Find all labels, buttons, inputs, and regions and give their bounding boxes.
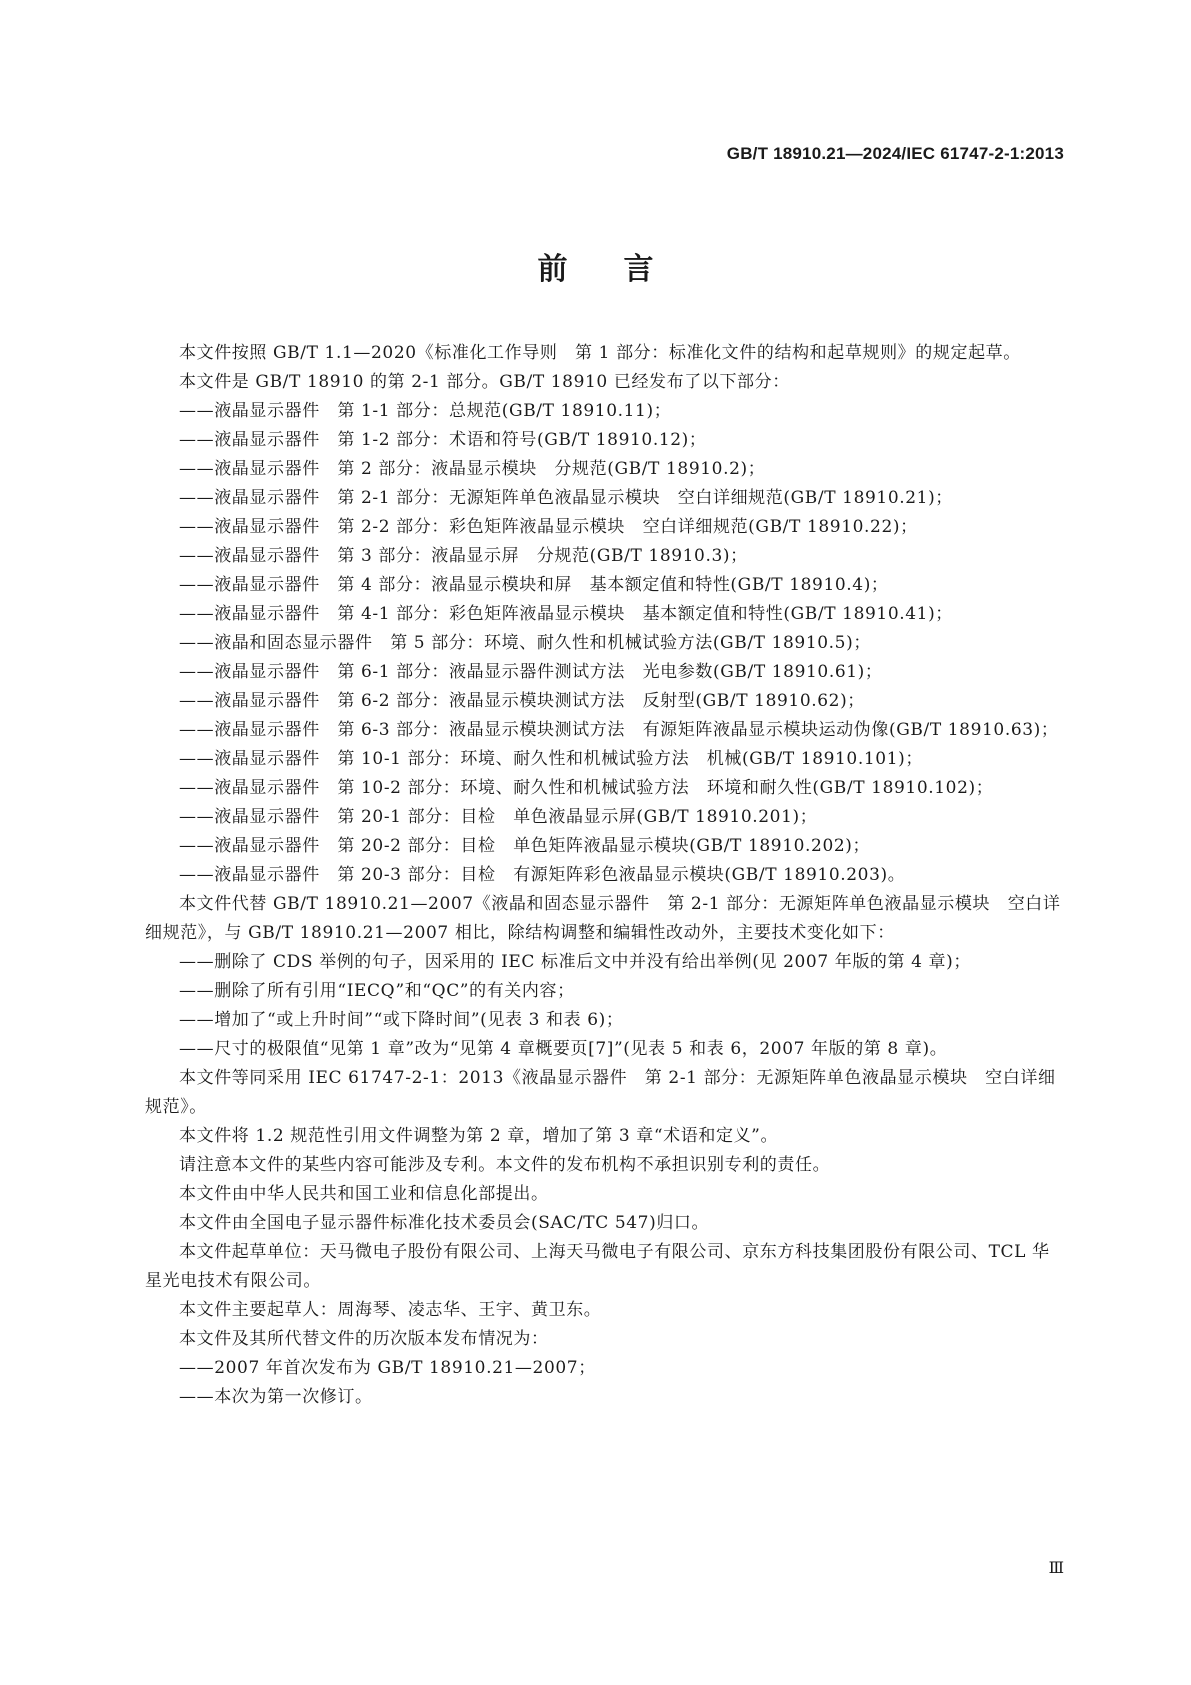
foreword-body xyxy=(145,339,1067,1412)
list-item: ——2007 年首次发布为 GB/T 18910.21—2007； xyxy=(179,1358,596,1378)
list-item: ——液晶显示器件 第 20-3 部分：目检 有源矩阵彩色液晶显示模块(GB/T 18910.203)。 xyxy=(179,865,906,885)
page-number: Ⅲ xyxy=(1048,1558,1064,1577)
list-item: ——液晶显示器件 第 1-2 部分：术语和符号(GB/T 18910.12)； xyxy=(179,430,707,450)
list-item: ——液晶显示器件 第 4 部分：液晶显示模块和屏 基本额定值和特性(GB/T 18910.4)； xyxy=(179,575,889,595)
paragraph: 本文件代替 GB/T 18910.21—2007《液晶和固态显示器件 第 2-1 部分：无源矩阵单色液晶显示模块 空白详细规范》，与 GB/T 18910.21—2007 相比，除结构调整和编辑性改动外，主要技术变化如下： xyxy=(145,894,1061,943)
list-item: ——液晶显示器件 第 2-1 部分：无源矩阵单色液晶显示模块 空白详细规范(GB/T 18910.21)； xyxy=(179,488,953,508)
list-item: ——删除了 CDS 举例的句子，因采用的 IEC 标准后文中并没有给出举例(见 2007 年版的第 4 章)； xyxy=(179,952,971,972)
list-item: ——液晶显示器件 第 3 部分：液晶显示屏 分规范(GB/T 18910.3)； xyxy=(179,546,748,566)
paragraph: 本文件主要起草人：周海琴、凌志华、王宇、黄卫东。 xyxy=(179,1300,602,1320)
paragraph: 本文件等同采用 IEC 61747-2-1：2013《液晶显示器件 第 2-1 部分：无源矩阵单色液晶显示模块 空白详细规范》。 xyxy=(145,1068,1056,1117)
page-title: 前言 xyxy=(537,252,710,287)
paragraph: 本文件起草单位：天马微电子股份有限公司、上海天马微电子有限公司、京东方科技集团股份有限公司、TCL 华星光电技术有限公司。 xyxy=(145,1242,1050,1291)
paragraph: 请注意本文件的某些内容可能涉及专利。本文件的发布机构不承担识别专利的责任。 xyxy=(179,1155,831,1175)
list-item: ——液晶显示器件 第 4-1 部分：彩色矩阵液晶显示模块 基本额定值和特性(GB/T 18910.41)； xyxy=(179,604,953,624)
paragraph: 本文件按照 GB/T 1.1—2020《标准化工作导则 第 1 部分：标准化文件的结构和起草规则》的规定起草。 xyxy=(179,343,1021,363)
list-item: ——液晶显示器件 第 10-1 部分：环境、耐久性和机械试验方法 机械(GB/T 18910.101)； xyxy=(179,749,923,769)
list-item: ——本次为第一次修订。 xyxy=(179,1387,373,1407)
standard-code: GB/T 18910.21—2024/IEC 61747-2-1:2013 xyxy=(726,144,1064,163)
list-item: ——增加了“或上升时间”“或下降时间”(见表 3 和表 6)； xyxy=(179,1010,624,1030)
list-item: ——删除了所有引用“IECQ”和“QC”的有关内容； xyxy=(179,981,575,1001)
list-item: ——液晶显示器件 第 2-2 部分：彩色矩阵液晶显示模块 空白详细规范(GB/T 18910.22)； xyxy=(179,517,918,537)
paragraph: 本文件是 GB/T 18910 的第 2-1 部分。GB/T 18910 已经发布了以下部分： xyxy=(179,372,790,392)
paragraph: 本文件将 1.2 规范性引用文件调整为第 2 章，增加了第 3 章“术语和定义”。 xyxy=(179,1126,779,1146)
list-item: ——液晶显示器件 第 2 部分：液晶显示模块 分规范(GB/T 18910.2)； xyxy=(179,459,766,479)
paragraph: 本文件及其所代替文件的历次版本发布情况为： xyxy=(179,1329,549,1349)
list-item: ——尺寸的极限值“见第 1 章”改为“见第 4 章概要页[7]”(见表 5 和表 6，2007 年版的第 8 章)。 xyxy=(179,1039,948,1059)
list-item: ——液晶显示器件 第 6-1 部分：液晶显示器件测试方法 光电参数(GB/T 18910.61)； xyxy=(179,662,883,682)
list-item: ——液晶和固态显示器件 第 5 部分：环境、耐久性和机械试验方法(GB/T 18910.5)； xyxy=(179,633,871,653)
list-item: ——液晶显示器件 第 1-1 部分：总规范(GB/T 18910.11)； xyxy=(179,401,672,421)
list-item: ——液晶显示器件 第 10-2 部分：环境、耐久性和机械试验方法 环境和耐久性(GB/T 18910.102)； xyxy=(179,778,994,798)
paragraph: 本文件由中华人民共和国工业和信息化部提出。 xyxy=(179,1184,549,1204)
list-item: ——液晶显示器件 第 20-1 部分：目检 单色液晶显示屏(GB/T 18910.201)； xyxy=(179,807,818,827)
list-item: ——液晶显示器件 第 6-3 部分：液晶显示模块测试方法 有源矩阵液晶显示模块运动伪像(GB/T 18910.63)； xyxy=(179,720,1059,740)
list-item: ——液晶显示器件 第 20-2 部分：目检 单色矩阵液晶显示模块(GB/T 18910.202)； xyxy=(179,836,871,856)
list-item: ——液晶显示器件 第 6-2 部分：液晶显示模块测试方法 反射型(GB/T 18910.62)； xyxy=(179,691,865,711)
paragraph: 本文件由全国电子显示器件标准化技术委员会(SAC/TC 547)归口。 xyxy=(179,1213,710,1233)
